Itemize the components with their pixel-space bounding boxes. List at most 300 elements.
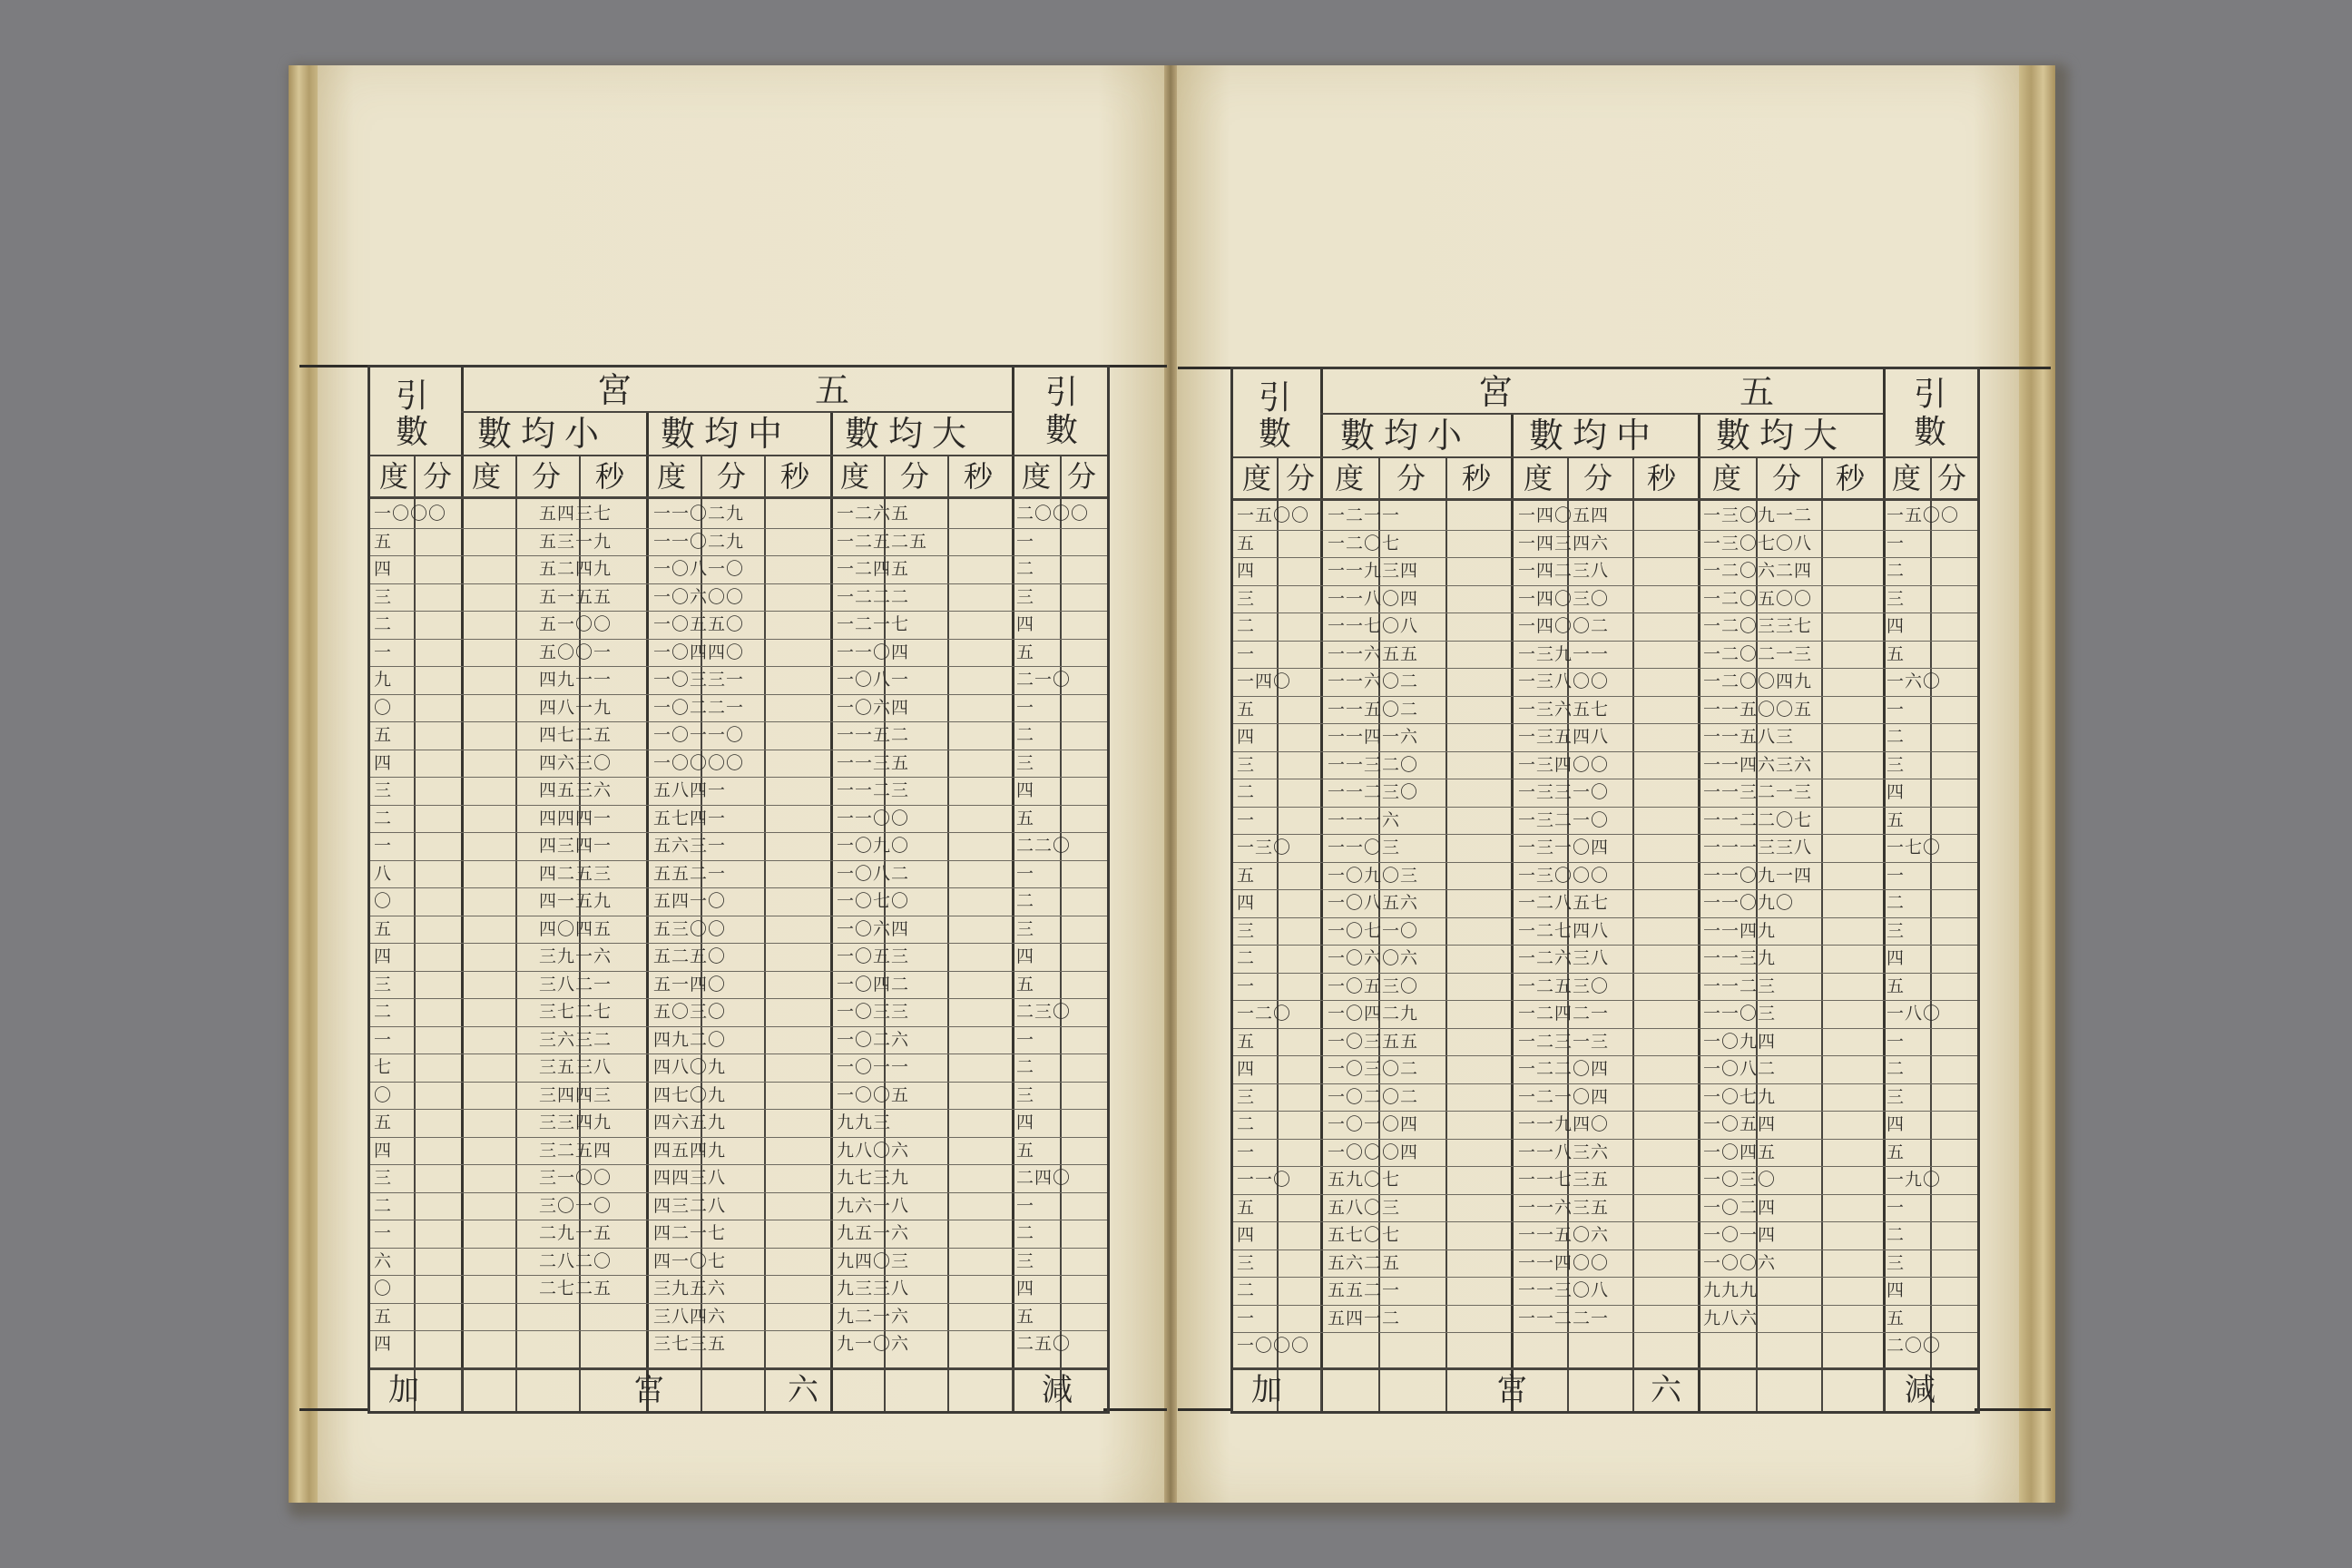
row-rule xyxy=(370,971,1107,972)
middle-equation-cell: 一三二一〇 xyxy=(1518,809,1610,830)
row-rule xyxy=(370,860,1107,861)
left-index-cell: 三 xyxy=(374,1168,393,1188)
left-index-cell: 四 xyxy=(1237,727,1256,747)
row-rule xyxy=(1233,834,1977,835)
middle-equation-cell: 一一三〇八 xyxy=(1518,1280,1610,1300)
large-equation-cell: 一二〇三三七 xyxy=(1703,616,1813,636)
subheader-cell: 分 xyxy=(1396,461,1426,495)
row-rule xyxy=(370,1082,1107,1083)
small-equation-cell: 一〇一〇四 xyxy=(1328,1114,1419,1134)
subheader-cell: 秒 xyxy=(780,459,810,494)
right-index-cell: 二 xyxy=(1886,1225,1906,1245)
right-index-cell: 三 xyxy=(1016,1084,1035,1105)
middle-equation-cell: 一一六三五 xyxy=(1518,1197,1610,1218)
footer-gong-title-r: 宮 六 xyxy=(1496,1372,1681,1408)
small-equation-cell: 一一九三四 xyxy=(1328,561,1419,581)
large-equation-cell: 九五一六 xyxy=(837,1223,910,1243)
small-equation-cell: 二九一五 xyxy=(539,1223,612,1243)
small-equation-cell: 一一八〇四 xyxy=(1328,588,1419,609)
left-table xyxy=(368,365,1110,1414)
middle-equation-cell: 一一四〇〇 xyxy=(1518,1252,1610,1273)
middle-equation-cell: 五六三一 xyxy=(653,836,727,856)
right-index-cell: 四 xyxy=(1016,614,1035,634)
middle-equation-cell: 一一〇二九 xyxy=(653,531,745,552)
row-rule xyxy=(1233,807,1977,808)
left-index-cell: 五 xyxy=(374,918,393,939)
row-rule xyxy=(370,832,1107,833)
right-index-cell: 四 xyxy=(1886,1114,1906,1134)
row-rule xyxy=(370,1330,1107,1331)
footer-subtract-r: 減 xyxy=(1905,1372,1936,1408)
right-index-cell: 五 xyxy=(1016,974,1035,995)
middle-equation-cell: 三七三五 xyxy=(653,1334,727,1354)
left-index-cell: 〇 xyxy=(374,697,393,718)
left-index-cell: 五 xyxy=(1237,1197,1256,1218)
large-equation-cell: 一一五八三 xyxy=(1703,727,1795,747)
small-equation-cell: 五八〇三 xyxy=(1328,1197,1401,1218)
large-equation-cell: 一一〇四 xyxy=(837,642,910,662)
subheader-cell: 分 xyxy=(1937,461,1967,495)
small-equation-cell: 一一一六 xyxy=(1328,809,1401,830)
middle-equation-cell: 一一九四〇 xyxy=(1518,1114,1610,1134)
right-index-cell: 五 xyxy=(1016,1140,1035,1161)
right-index-cell: 一六〇 xyxy=(1886,671,1942,691)
middle-equation-cell: 五二五〇 xyxy=(653,946,727,966)
middle-equation-cell: 一二三一三 xyxy=(1518,1031,1610,1052)
middle-equation-cell: 一四〇五四 xyxy=(1518,505,1610,525)
small-equation-cell: 一〇二〇二 xyxy=(1328,1086,1419,1107)
large-equation-cell: 一一〇九一四 xyxy=(1703,865,1813,886)
small-equation-cell: 三六三二 xyxy=(539,1029,612,1050)
small-equation-cell: 一二一一 xyxy=(1328,505,1401,525)
middle-equation-cell: 一三〇〇〇 xyxy=(1518,865,1610,886)
row-rule xyxy=(1233,1000,1977,1001)
small-equation-cell: 一〇九〇三 xyxy=(1328,865,1419,886)
right-index-cell: 二三〇 xyxy=(1016,1002,1072,1022)
right-index-cell: 五 xyxy=(1886,975,1906,996)
large-equation-cell: 一二四五 xyxy=(837,559,910,579)
small-equation-cell: 一一五〇二 xyxy=(1328,699,1419,720)
large-equation-cell: 一一一三三八 xyxy=(1703,838,1813,858)
small-equation-cell: 三一〇〇 xyxy=(539,1168,612,1188)
left-index-cell: 三 xyxy=(1237,1252,1256,1273)
right-index-cell: 二 xyxy=(1886,727,1906,747)
small-equation-cell: 三七二七 xyxy=(539,1002,612,1022)
right-top-rule-r xyxy=(1975,367,2051,369)
subheader-cell: 分 xyxy=(900,459,930,494)
middle-equation-cell: 五五二一 xyxy=(653,863,727,884)
left-index-cell: 五 xyxy=(374,725,393,745)
row-rule xyxy=(1233,1194,1977,1195)
small-equation-cell: 四四四一 xyxy=(539,808,612,828)
small-equation-cell: 一二〇七 xyxy=(1328,533,1401,554)
row-rule xyxy=(370,805,1107,806)
row-rule xyxy=(370,943,1107,944)
middle-equation-cell: 一三六五七 xyxy=(1518,699,1610,720)
left-index-cell: 二 xyxy=(1237,948,1256,968)
right-index-cell: 三 xyxy=(1886,588,1906,609)
small-equation-cell: 三五三八 xyxy=(539,1057,612,1077)
small-equation-cell: 一〇七一〇 xyxy=(1328,920,1419,941)
right-index-cell: 二 xyxy=(1016,725,1035,745)
right-index-cell: 五 xyxy=(1886,809,1906,830)
right-index-cell: 一 xyxy=(1016,697,1035,718)
left-index-cell: 一二〇 xyxy=(1237,1004,1292,1024)
large-equation-cell: 一〇七九 xyxy=(1703,1086,1777,1107)
middle-equation-cell: 一一二二一 xyxy=(1518,1308,1610,1328)
large-equation-cell: 一〇一一 xyxy=(837,1057,910,1077)
small-equation-cell: 三四四三 xyxy=(539,1084,612,1105)
left-index-cell: 三 xyxy=(1237,754,1256,775)
small-equation-cell: 一〇〇〇四 xyxy=(1328,1142,1419,1162)
large-equation-cell: 一二二二 xyxy=(837,586,910,607)
middle-equation-cell: 一二二〇四 xyxy=(1518,1059,1610,1079)
large-equation-cell: 一一五二 xyxy=(837,725,910,745)
large-equation-header: 數均大 xyxy=(845,414,976,454)
small-equation-cell: 三三四九 xyxy=(539,1112,612,1132)
large-equation-cell: 一〇八二 xyxy=(1703,1059,1777,1079)
subheader-cell: 秒 xyxy=(964,459,994,494)
right-top-rule xyxy=(1178,367,1230,369)
middle-equation-cell: 四三二八 xyxy=(653,1195,727,1216)
subheader-cell: 度 xyxy=(1524,461,1553,495)
left-index-cell: 五 xyxy=(374,531,393,552)
left-index-cell: 三 xyxy=(1237,1086,1256,1107)
right-index-cell: 五 xyxy=(1886,643,1906,664)
row-rule xyxy=(1233,1166,1977,1167)
small-equation-cell: 一一四一六 xyxy=(1328,727,1419,747)
row-rule xyxy=(1233,557,1977,558)
small-equation-header-r: 數均小 xyxy=(1340,416,1472,456)
large-equation-cell: 九六一八 xyxy=(837,1195,910,1216)
right-index-cell: 一 xyxy=(1886,865,1906,886)
row-rule xyxy=(1233,1111,1977,1112)
subheader-cell: 分 xyxy=(1583,461,1613,495)
middle-equation-cell: 一三九一一 xyxy=(1518,643,1610,664)
row-rule xyxy=(1233,973,1977,974)
right-index-cell: 二 xyxy=(1016,1223,1035,1243)
left-bottom-rule-r xyxy=(1103,1408,1167,1411)
small-equation-cell: 一〇八五六 xyxy=(1328,893,1419,913)
right-index-cell: 一 xyxy=(1886,533,1906,554)
large-equation-cell: 一一三二一三 xyxy=(1703,782,1813,802)
left-index-cell: 一 xyxy=(1237,1308,1256,1328)
large-equation-cell: 一〇四二 xyxy=(837,974,910,995)
large-equation-cell: 九九三 xyxy=(837,1112,892,1132)
subheader-cell: 秒 xyxy=(1836,461,1866,495)
row-rule xyxy=(370,1275,1107,1276)
middle-equation-header: 數均中 xyxy=(661,414,792,454)
row-rule xyxy=(370,694,1107,695)
left-index-cell: 四 xyxy=(374,946,393,966)
right-index-cell: 一 xyxy=(1886,699,1906,720)
large-equation-cell: 一〇四五 xyxy=(1703,1142,1777,1162)
right-index-cell: 三 xyxy=(1886,1252,1906,1273)
left-index-cell: 〇 xyxy=(374,1084,393,1105)
middle-equation-cell: 一一七三五 xyxy=(1518,1170,1610,1190)
large-equation-cell: 一二〇〇四九 xyxy=(1703,671,1813,691)
large-equation-cell: 九四〇三 xyxy=(837,1250,910,1271)
subheader-cell: 度 xyxy=(1712,461,1742,495)
large-equation-cell: 一二五二五 xyxy=(837,531,928,552)
middle-equation-cell: 一二五三〇 xyxy=(1518,975,1610,996)
large-equation-cell: 一一四六三六 xyxy=(1703,754,1813,775)
middle-equation-cell: 四一〇七 xyxy=(653,1250,727,1271)
large-equation-cell: 一〇〇五 xyxy=(837,1084,910,1105)
row-rule xyxy=(1233,1139,1977,1140)
left-index-cell: 九 xyxy=(374,670,393,690)
small-equation-cell: 四八一九 xyxy=(539,697,612,718)
right-index-cell: 四 xyxy=(1886,948,1906,968)
book-gutter xyxy=(1164,65,1177,1503)
middle-equation-cell: 三八四六 xyxy=(653,1306,727,1327)
row-rule xyxy=(1233,696,1977,697)
middle-equation-cell: 一一〇二九 xyxy=(653,504,745,524)
middle-equation-cell: 四七〇九 xyxy=(653,1084,727,1105)
large-equation-cell: 一一二三 xyxy=(837,780,910,800)
yin-label-right: 引 xyxy=(1045,374,1079,411)
right-index-cell: 五 xyxy=(1016,1306,1035,1327)
small-equation-cell: 五一〇〇 xyxy=(539,614,612,634)
middle-equation-header-r: 數均中 xyxy=(1529,416,1661,456)
subheader-cell: 分 xyxy=(717,459,747,494)
middle-equation-cell: 一〇二二一 xyxy=(653,697,745,718)
middle-equation-cell: 五一四〇 xyxy=(653,974,727,995)
row-rule xyxy=(370,1164,1107,1165)
right-index-cell: 三 xyxy=(1016,752,1035,773)
large-equation-cell: 一〇六四 xyxy=(837,697,910,718)
left-index-cell: 四 xyxy=(1237,1059,1256,1079)
left-index-cell: 四 xyxy=(374,1334,393,1354)
large-equation-cell: 一二〇二一三 xyxy=(1703,643,1813,664)
middle-equation-cell: 五〇三〇 xyxy=(653,1002,727,1022)
row-rule xyxy=(1233,723,1977,724)
right-index-cell: 二〇〇 xyxy=(1886,1336,1942,1356)
small-equation-cell: 四七二五 xyxy=(539,725,612,745)
row-rule xyxy=(1233,917,1977,918)
left-index-cell: 二 xyxy=(374,808,393,828)
right-index-cell: 四 xyxy=(1886,616,1906,636)
left-index-cell: 二 xyxy=(374,1002,393,1022)
left-index-cell: 三 xyxy=(374,974,393,995)
small-equation-cell: 三二五四 xyxy=(539,1140,612,1161)
left-index-cell: 二 xyxy=(1237,1114,1256,1134)
left-top-rule-r xyxy=(1103,365,1167,368)
footer-add: 加 xyxy=(388,1372,419,1408)
right-index-cell: 一九〇 xyxy=(1886,1170,1942,1190)
left-top-rule xyxy=(299,365,368,368)
right-index-cell: 三 xyxy=(1886,754,1906,775)
middle-equation-cell: 五八四一 xyxy=(653,780,727,800)
shu-label-right: 數 xyxy=(1045,412,1079,449)
row-rule xyxy=(1233,668,1977,669)
row-rule xyxy=(1233,751,1977,752)
left-index-cell: 五 xyxy=(1237,865,1256,886)
middle-equation-cell: 一二六三八 xyxy=(1518,948,1610,968)
large-equation-cell: 九八〇六 xyxy=(837,1140,910,1161)
left-index-cell: 一三〇 xyxy=(1237,838,1292,858)
small-equation-cell: 四二五三 xyxy=(539,863,612,884)
right-index-cell: 三 xyxy=(1016,1250,1035,1271)
shu-label-bottom-r: 數 xyxy=(1259,416,1292,453)
right-index-cell: 二五〇 xyxy=(1016,1334,1072,1354)
small-equation-cell: 五六二五 xyxy=(1328,1252,1401,1273)
row-rule xyxy=(370,666,1107,667)
middle-equation-cell: 一三五四八 xyxy=(1518,727,1610,747)
row-rule xyxy=(1233,1083,1977,1084)
small-equation-cell: 二七二五 xyxy=(539,1279,612,1298)
large-equation-cell: 一〇一四 xyxy=(1703,1225,1777,1245)
subheader-cell: 分 xyxy=(1286,461,1316,495)
row-rule xyxy=(370,777,1107,778)
right-index-cell: 四 xyxy=(1016,1279,1035,1298)
row-rule xyxy=(370,998,1107,999)
small-equation-cell: 一〇四二九 xyxy=(1328,1004,1419,1024)
left-index-cell: 一五〇〇 xyxy=(1237,505,1310,525)
subheader-cell: 分 xyxy=(423,459,453,494)
right-index-cell: 二 xyxy=(1016,559,1035,579)
left-index-cell: 七 xyxy=(374,1057,393,1077)
large-equation-cell: 一〇五三 xyxy=(837,946,910,966)
large-equation-cell: 一三〇七〇八 xyxy=(1703,533,1813,554)
left-index-cell: 一四〇 xyxy=(1237,671,1292,691)
large-equation-cell: 一〇三〇 xyxy=(1703,1170,1777,1190)
row-rule xyxy=(370,528,1107,529)
row-rule xyxy=(1233,1305,1977,1306)
small-equation-cell: 五一五五 xyxy=(539,586,612,607)
small-equation-cell: 三〇一〇 xyxy=(539,1195,612,1216)
right-index-cell: 三 xyxy=(1886,1086,1906,1107)
gong-title: 宮 五 xyxy=(597,370,859,410)
small-equation-header: 數均小 xyxy=(477,414,609,454)
small-equation-cell: 五三一九 xyxy=(539,531,612,552)
small-equation-cell: 一〇三五五 xyxy=(1328,1031,1419,1052)
subheader-cell: 秒 xyxy=(595,459,625,494)
row-rule xyxy=(370,583,1107,584)
small-equation-cell: 五五二一 xyxy=(1328,1280,1401,1300)
left-index-cell: 一 xyxy=(1237,809,1256,830)
middle-equation-cell: 一三三一〇 xyxy=(1518,782,1610,802)
small-equation-cell: 五四一二 xyxy=(1328,1308,1401,1328)
large-equation-cell: 一一〇〇 xyxy=(837,808,910,828)
row-rule xyxy=(1233,1028,1977,1029)
footer-subtract: 減 xyxy=(1042,1372,1073,1408)
large-equation-cell: 一一五〇〇五 xyxy=(1703,699,1813,720)
large-equation-cell: 一一〇九〇 xyxy=(1703,893,1795,913)
left-index-cell: 二 xyxy=(374,1195,393,1216)
row-rule xyxy=(1233,889,1977,890)
left-index-cell: 三 xyxy=(374,586,393,607)
row-rule xyxy=(370,1248,1107,1249)
small-equation-cell: 一〇三〇二 xyxy=(1328,1059,1419,1079)
right-index-cell: 一 xyxy=(1016,1195,1035,1216)
row-rule xyxy=(370,1137,1107,1138)
footer-add-r: 加 xyxy=(1251,1372,1282,1408)
row-rule xyxy=(1233,1221,1977,1222)
right-index-cell: 一 xyxy=(1886,1031,1906,1052)
right-index-cell: 四 xyxy=(1886,782,1906,802)
large-equation-cell: 一〇二四 xyxy=(1703,1197,1777,1218)
yin-label-top-r: 引 xyxy=(1259,379,1292,416)
large-equation-cell: 一一四九 xyxy=(1703,920,1777,941)
row-rule xyxy=(1233,530,1977,531)
right-bottom-rule-r xyxy=(1975,1408,2051,1411)
large-equation-cell: 九一〇六 xyxy=(837,1334,910,1354)
middle-equation-cell: 一四〇三〇 xyxy=(1518,588,1610,609)
large-equation-cell: 九二一六 xyxy=(837,1306,910,1327)
middle-equation-cell: 一二一〇四 xyxy=(1518,1086,1610,1107)
right-index-cell: 五 xyxy=(1016,642,1035,662)
row-rule xyxy=(370,1192,1107,1193)
large-equation-cell: 一〇九〇 xyxy=(837,836,910,856)
middle-equation-cell: 一〇一一〇 xyxy=(653,725,745,745)
middle-equation-cell: 五四一〇 xyxy=(653,891,727,911)
row-rule xyxy=(1233,612,1977,613)
subheader-cell: 分 xyxy=(532,459,562,494)
large-equation-header-r: 數均大 xyxy=(1716,416,1847,456)
right-index-cell: 四 xyxy=(1016,780,1035,800)
left-index-cell: 四 xyxy=(1237,893,1256,913)
middle-equation-cell: 一〇八一〇 xyxy=(653,559,745,579)
right-index-cell: 四 xyxy=(1886,1280,1906,1300)
left-index-cell: 三 xyxy=(1237,920,1256,941)
middle-equation-cell: 一〇六〇〇 xyxy=(653,586,745,607)
middle-equation-cell: 一四二三八 xyxy=(1518,561,1610,581)
right-index-cell: 五 xyxy=(1886,1142,1906,1162)
subheader-cell: 度 xyxy=(1892,461,1922,495)
left-index-cell: 五 xyxy=(374,1112,393,1132)
subheader-cell: 度 xyxy=(840,459,870,494)
shu-label-right-r: 數 xyxy=(1914,414,1947,451)
right-index-cell: 一 xyxy=(1016,1029,1035,1050)
row-rule xyxy=(1233,641,1977,642)
middle-equation-cell: 四四三八 xyxy=(653,1168,727,1188)
left-index-cell: 一 xyxy=(374,1029,393,1050)
middle-equation-cell: 一二八五七 xyxy=(1518,893,1610,913)
large-equation-cell: 一二〇五〇〇 xyxy=(1703,588,1813,609)
small-equation-cell: 四五三六 xyxy=(539,780,612,800)
left-index-cell: 三 xyxy=(374,780,393,800)
right-index-cell: 三 xyxy=(1886,920,1906,941)
subheader-cell: 秒 xyxy=(1647,461,1677,495)
left-index-cell: 〇 xyxy=(374,1279,393,1298)
subheader-cell: 度 xyxy=(657,459,687,494)
middle-equation-cell: 一二四二一 xyxy=(1518,1004,1610,1024)
left-index-cell: 一 xyxy=(1237,643,1256,664)
large-equation-cell: 九七三九 xyxy=(837,1168,910,1188)
left-index-cell: 六 xyxy=(374,1250,393,1271)
small-equation-cell: 四〇四五 xyxy=(539,918,612,939)
right-index-cell: 二〇〇〇 xyxy=(1016,504,1090,524)
middle-equation-cell: 四六五九 xyxy=(653,1112,727,1132)
large-equation-cell: 一二六五 xyxy=(837,504,910,524)
subheader-cell: 度 xyxy=(472,459,502,494)
right-index-cell: 二 xyxy=(1886,561,1906,581)
left-index-cell: 一〇〇〇 xyxy=(374,504,447,524)
right-index-cell: 三 xyxy=(1016,586,1035,607)
left-index-cell: 一〇〇〇 xyxy=(1237,1336,1310,1356)
left-index-cell: 五 xyxy=(374,1306,393,1327)
large-equation-cell: 九八六 xyxy=(1703,1308,1759,1328)
yin-label-right-r: 引 xyxy=(1914,376,1947,413)
large-equation-cell: 九九九 xyxy=(1703,1280,1759,1300)
left-index-cell: 三 xyxy=(1237,588,1256,609)
left-index-cell: 四 xyxy=(374,1140,393,1161)
middle-equation-cell: 一一五〇六 xyxy=(1518,1225,1610,1245)
small-equation-cell: 一一六〇二 xyxy=(1328,671,1419,691)
large-equation-cell: 一一〇三 xyxy=(1703,1004,1777,1024)
subheader-cell: 度 xyxy=(1335,461,1365,495)
